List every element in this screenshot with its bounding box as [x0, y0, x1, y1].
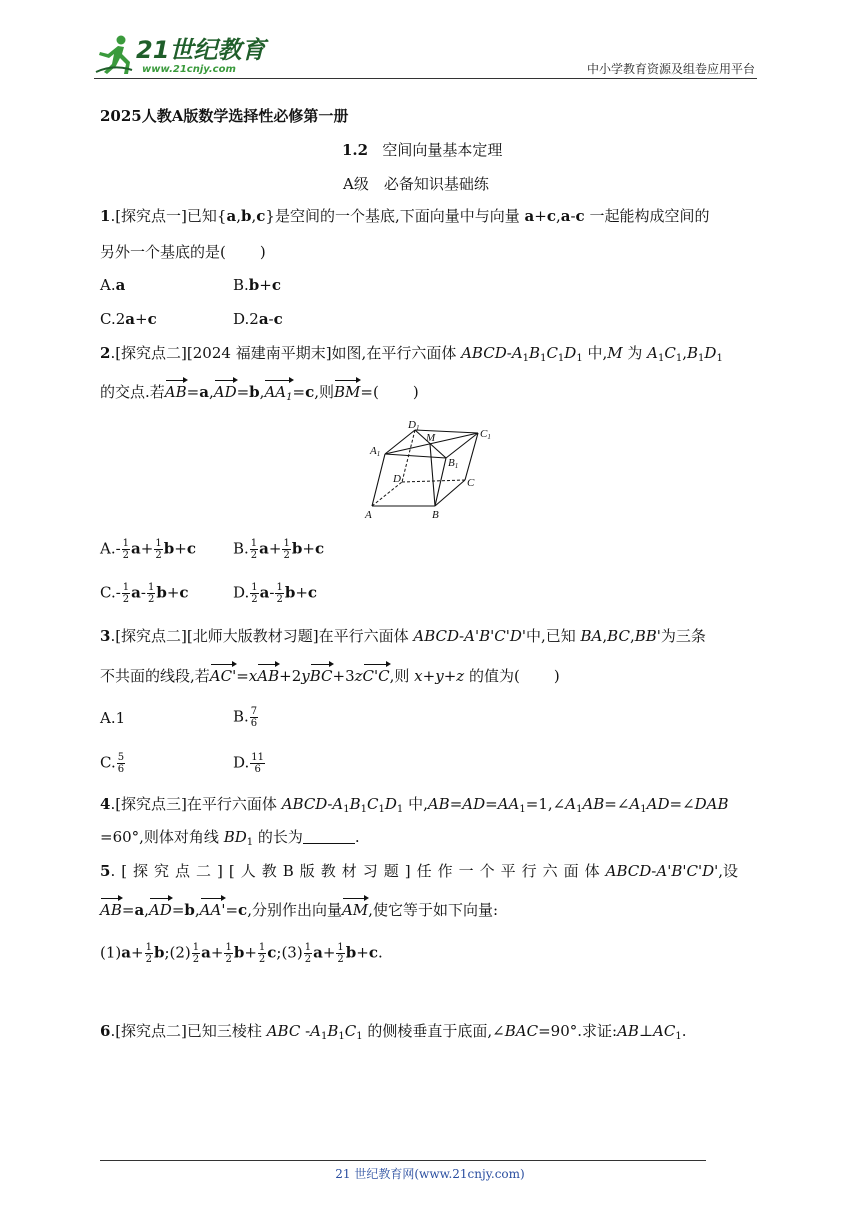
logo-url: www.21cnjy.com — [142, 64, 236, 75]
question-6-line1: 6.[探究点二]已知三棱柱 ABC $-A_1B_1C_1$ 的侧棱垂直于底面,∠BAC=90°.求证$:AB\perp AC_1$. — [100, 1022, 687, 1042]
question-1-line2: 另外一个基底的是( ) — [100, 243, 266, 261]
question-2-option-d: D. $\frac{1}{2}$ a- $\frac{1}{2}$ b+c — [233, 582, 318, 605]
question-5-line3: (1)a+ $\frac{1}{2}$ b;(2) $\frac{1}{2}$ a+ $\frac{1}{2}$ b+ $\frac{1}{2}$ c;(3) $\frac{1}{2}$ a+ $\frac{1}{2}$ b+c. — [100, 942, 383, 965]
footer-divider — [100, 1160, 706, 1161]
label-a1: A1 — [370, 445, 381, 458]
question-3-option-a: A.1 — [100, 709, 126, 727]
section-title: 空间向量基本定理 — [382, 141, 503, 159]
header-divider — [94, 78, 757, 79]
question-3-option-c: C. $\frac{5}{6}$ — [100, 752, 125, 775]
question-4-line1: 4.[探究点三]在平行六面体 ABCD-$A_1B_1C_1D_1$ 中$,AB=AD=AA_1=1,\angle A_1AB=\angle A_1AD=\angle DAB$ — [100, 795, 729, 815]
question-1-line1: 1.[探究点一]已知{a,b,c}是空间的一个基底,下面向量中与向量 a+c,a-c 一起能构成空间的 — [100, 207, 710, 225]
question-4-number: 4 — [100, 795, 111, 813]
question-3-line2: 不共面的线段,若AC'=xAB+2yBC+3zC'C,则 x+y+z 的值为( ) — [100, 664, 560, 686]
logo — [94, 34, 264, 78]
question-2-option-a: A.- $\frac{1}{2}$ a+ $\frac{1}{2}$ b+c — [100, 538, 196, 561]
question-2-option-b: B. $\frac{1}{2}$ a+ $\frac{1}{2}$ b+c — [233, 538, 325, 561]
question-2-option-c: C.- $\frac{1}{2}$ a- $\frac{1}{2}$ b+c — [100, 582, 189, 605]
question-3-option-d: D. $\frac{11}{6}$ — [233, 752, 264, 775]
section-number: 1.2 — [342, 141, 369, 159]
label-c: C — [467, 477, 475, 489]
footer-text[interactable]: 21 世纪教育网(www.21cnjy.com) — [335, 1167, 525, 1181]
question-3-number: 3 — [100, 627, 111, 645]
question-1-option-c: C.2a+c — [100, 310, 157, 328]
label-c1: C1 — [480, 428, 491, 441]
label-m: M — [426, 432, 436, 444]
question-3-line1: 3.[探究点二][北师大版教材习题]在平行六面体 ABCD-A'B'C'D'中,已知 BA,BC,BB'为三条 — [100, 627, 706, 645]
answer-blank[interactable] — [303, 829, 355, 844]
question-5-line1: 5.[探究点二][人教B版教材习题]任作一个平行六面体ABCD-A'B'C'D',设 — [100, 862, 738, 880]
question-2-number: 2 — [100, 344, 111, 362]
logo-text: 21世纪教育 — [136, 36, 266, 64]
question-1-number: 1 — [100, 207, 111, 225]
doc-title: 2025人教A版数学选择性必修第一册 — [100, 107, 349, 125]
label-a: A — [365, 509, 372, 521]
question-1-option-d: D.2a-c — [233, 310, 283, 328]
question-2-line1: 2.[探究点二][2024 福建南平期末]如图,在平行六面体 ABCD-$A_1B_1C_1D_1$ 中,M 为 $A_1C_1,B_1D_1$ — [100, 344, 723, 364]
question-5-line2: AB=a,AD=b,AA'=c,分别作出向量AM,使它等于如下向量: — [100, 898, 498, 920]
header — [0, 0, 860, 80]
question-3-option-b: B. $\frac{7}{6}$ — [233, 706, 258, 729]
runner-logo-icon — [94, 34, 134, 76]
question-4-line2: =60°,则体对角线 $BD_1$ 的长为 . — [100, 828, 360, 848]
level-heading: A级 必备知识基础练 — [343, 175, 489, 193]
question-1-option-b: B.b+c — [233, 276, 282, 294]
header-right-text: 中小学教育资源及组卷应用平台 — [586, 62, 755, 76]
question-6-number: 6 — [100, 1022, 111, 1040]
question-2-line2: 的交点.若$AB=a,AD=b,AA_1=c$,则BM=( ) — [100, 380, 419, 402]
label-b: B — [432, 509, 439, 521]
question-5-number: 5 — [100, 862, 111, 880]
question-1-option-a: A.a — [100, 276, 126, 294]
label-d1: D1 — [408, 419, 420, 432]
parallelepiped-figure — [360, 418, 500, 523]
label-d: D — [393, 473, 401, 485]
section-heading — [342, 140, 502, 160]
label-b1: B1 — [448, 457, 459, 470]
